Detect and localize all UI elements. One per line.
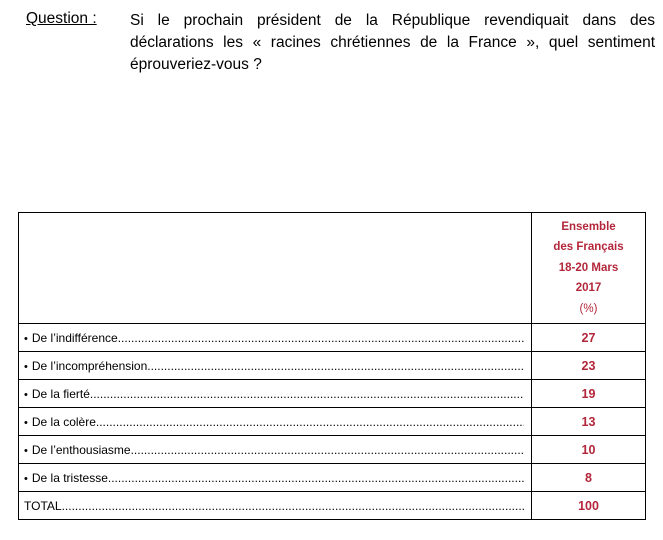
table-total-row xyxy=(19,492,646,520)
row-value: 23 xyxy=(532,352,646,380)
row-label: De la tristesse xyxy=(31,470,108,485)
table-row xyxy=(19,408,646,436)
header-line-2: des Français xyxy=(553,241,624,254)
bullet-icon: • xyxy=(24,332,28,345)
bullet-icon: • xyxy=(24,472,28,485)
table-header-row xyxy=(19,213,646,324)
row-value: 19 xyxy=(532,380,646,408)
header-line-1: Ensemble xyxy=(561,220,616,233)
leader-dots xyxy=(131,443,524,457)
row-value: 27 xyxy=(532,324,646,352)
row-label: De la fierté xyxy=(31,386,90,401)
row-label: De l’indifférence xyxy=(31,330,118,345)
table-row xyxy=(19,436,646,464)
question-label: Question : xyxy=(26,10,97,27)
leader-dots xyxy=(108,471,524,485)
row-value: 13 xyxy=(532,408,646,436)
results-table xyxy=(18,212,646,520)
leader-dots xyxy=(147,359,524,373)
header-line-4: 2017 xyxy=(575,282,602,295)
total-value: 100 xyxy=(532,492,646,520)
header-unit: (%) xyxy=(579,302,598,315)
table-row xyxy=(19,380,646,408)
header-line-3: 18-20 Mars xyxy=(558,261,619,274)
row-value: 10 xyxy=(532,436,646,464)
header-empty-cell xyxy=(19,213,532,324)
table-row xyxy=(19,352,646,380)
leader-dots xyxy=(62,499,524,513)
leader-dots xyxy=(90,387,524,401)
row-value: 8 xyxy=(532,464,646,492)
row-label: De l’enthousiasme xyxy=(31,442,131,457)
table-row xyxy=(19,464,646,492)
row-label: De la colère xyxy=(31,414,96,429)
column-header xyxy=(532,213,646,324)
question-text: Si le prochain président de la République revendiquait dans des déclarations les « racines chrétiennes de la France », quel sentiment éprouveriez-vous ? xyxy=(130,12,655,73)
bullet-icon: • xyxy=(24,444,28,457)
bullet-icon: • xyxy=(24,416,28,429)
bullet-icon: • xyxy=(24,388,28,401)
total-label: TOTAL xyxy=(24,498,62,513)
row-label: De l’incompréhension xyxy=(31,358,148,373)
bullet-icon: • xyxy=(24,360,28,373)
leader-dots xyxy=(96,415,524,429)
table-row xyxy=(19,324,646,352)
leader-dots xyxy=(118,331,524,345)
